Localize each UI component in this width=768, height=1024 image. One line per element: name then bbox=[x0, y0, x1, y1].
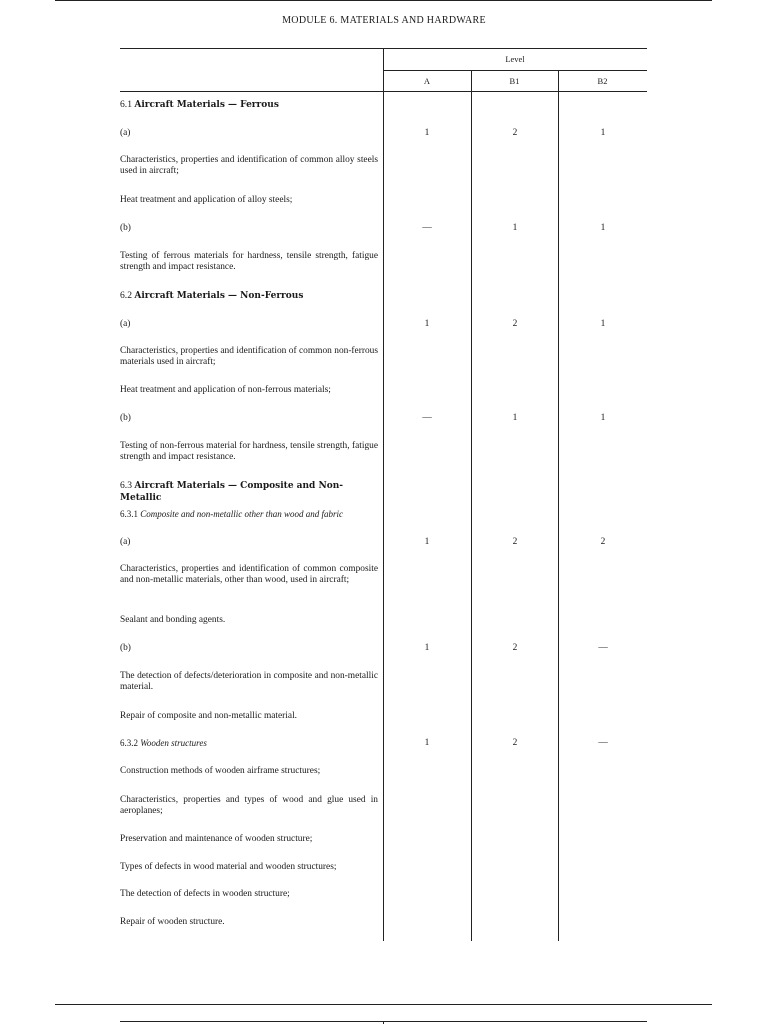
row-label: (b) bbox=[120, 413, 131, 423]
section-number: 6.3 bbox=[120, 480, 132, 491]
level-b2-value: — bbox=[598, 643, 608, 653]
level-b1-value: 1 bbox=[512, 413, 518, 423]
topic-text: The detection of defects in wooden structure; bbox=[120, 889, 290, 899]
topic-text: Heat treatment and application of alloy steels; bbox=[120, 195, 293, 205]
topic-text: Characteristics, properties and identification of common composite and non-metallic materials, other than wood, used in aircraft; bbox=[120, 564, 378, 585]
subsection-number: 6.3.1 bbox=[120, 509, 138, 519]
level-a-value: — bbox=[422, 413, 432, 423]
level-a-value: 1 bbox=[424, 128, 430, 138]
section-number: 6.1 bbox=[120, 99, 132, 110]
level-b2-value: — bbox=[598, 738, 608, 748]
topic-text: Characteristics, properties and identification of common alloy steels used in aircraft; bbox=[120, 155, 378, 176]
row-label: (a) bbox=[120, 128, 131, 138]
level-a-value: 1 bbox=[424, 319, 430, 329]
column-header-a: A bbox=[423, 76, 431, 86]
subsection-heading bbox=[120, 509, 378, 520]
section-number: 6.2 bbox=[120, 290, 132, 301]
level-b1-value: 1 bbox=[512, 223, 518, 233]
column-header-b2: B2 bbox=[597, 76, 608, 86]
topic-text: Heat treatment and application of non-ferrous materials; bbox=[120, 385, 331, 395]
running-head: MODULE 6. MATERIALS AND HARDWARE bbox=[282, 15, 486, 26]
top-rule bbox=[55, 0, 712, 1]
topic-text: Testing of ferrous materials for hardness, tensile strength, fatigue strength and impact resistance. bbox=[120, 251, 378, 272]
level-b2-value: 1 bbox=[600, 223, 606, 233]
level-subheader-rule bbox=[383, 70, 647, 71]
level-a-value: 1 bbox=[424, 537, 430, 547]
topic-text: Repair of composite and non-metallic material. bbox=[120, 711, 298, 721]
topic-text: Types of defects in wood material and wooden structures; bbox=[120, 862, 337, 872]
page-bottom-rule bbox=[55, 1004, 712, 1005]
topic-text: Testing of non-ferrous material for hardness, tensile strength, fatigue strength and impact resistance. bbox=[120, 441, 378, 462]
subsection-title: Wooden structures bbox=[140, 738, 207, 748]
topic-text: The detection of defects/deterioration in composite and non-metallic material. bbox=[120, 671, 378, 692]
subsection-number: 6.3.2 bbox=[120, 738, 138, 748]
column-divider-2 bbox=[471, 70, 472, 941]
level-b1-value: 2 bbox=[512, 319, 518, 329]
level-b2-value: 2 bbox=[600, 537, 606, 547]
section-title: Aircraft Materials — Non-Ferrous bbox=[134, 291, 304, 301]
row-label: (a) bbox=[120, 319, 131, 329]
subsection-heading bbox=[120, 738, 378, 749]
level-b1-value: 2 bbox=[512, 537, 518, 547]
row-label: (b) bbox=[120, 223, 131, 233]
level-b2-value: 1 bbox=[600, 413, 606, 423]
topic-text: Construction methods of wooden airframe structures; bbox=[120, 766, 321, 776]
section-title: Aircraft Materials — Ferrous bbox=[134, 100, 279, 110]
column-divider-3 bbox=[558, 70, 559, 941]
level-b2-value: 1 bbox=[600, 319, 606, 329]
row-label: (a) bbox=[120, 537, 131, 547]
section-heading bbox=[120, 480, 378, 504]
section-heading bbox=[120, 290, 378, 302]
level-b2-value: 1 bbox=[600, 128, 606, 138]
level-header: Level bbox=[505, 54, 525, 64]
column-divider-1 bbox=[383, 48, 384, 941]
level-b1-value: 2 bbox=[512, 643, 518, 653]
subsection-title: Composite and non-metallic other than wood and fabric bbox=[140, 509, 343, 519]
level-a-value: 1 bbox=[424, 738, 430, 748]
column-header-b1: B1 bbox=[509, 76, 520, 86]
level-a-value: 1 bbox=[424, 643, 430, 653]
topic-text: Repair of wooden structure. bbox=[120, 917, 225, 927]
level-a-value: — bbox=[422, 223, 432, 233]
section-heading bbox=[120, 99, 378, 111]
level-b1-value: 2 bbox=[512, 738, 518, 748]
section-title: Aircraft Materials — Composite and Non-Metallic bbox=[120, 481, 343, 503]
row-label: (b) bbox=[120, 643, 131, 653]
topic-text: Characteristics, properties and types of wood and glue used in aeroplanes; bbox=[120, 795, 378, 816]
topic-text: Characteristics, properties and identification of common non-ferrous materials used in aircraft; bbox=[120, 346, 378, 367]
level-b1-value: 2 bbox=[512, 128, 518, 138]
topic-text: Sealant and bonding agents. bbox=[120, 615, 226, 625]
topic-text: Preservation and maintenance of wooden structure; bbox=[120, 834, 313, 844]
